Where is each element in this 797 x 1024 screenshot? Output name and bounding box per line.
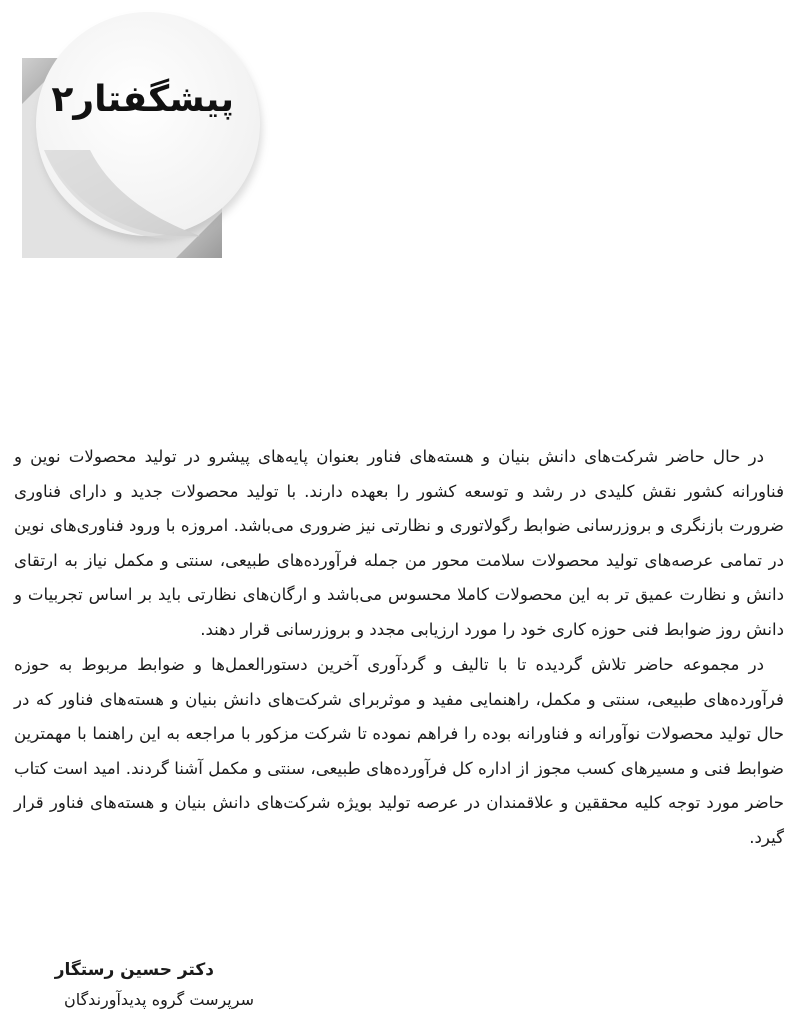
- signature-block: [14, 955, 254, 1015]
- author-name: دکتر حسین رستگار: [54, 960, 214, 980]
- page-title: پیشگفتار۲: [51, 79, 234, 120]
- chapter-badge: [0, 0, 300, 280]
- paragraph-2: در مجموعه حاضر تلاش گردیده تا با تالیف و گردآوری آخرین دستورالعمل‌ها و ضوابط مربوط به حوزه فرآورده‌های طبیعی، سنتی و مکمل، راهنمایی مفید و موثربرای شرکت‌های دانش بنیان و هسته‌های فناور که در حال تولید محصولات نوآورانه و فناورانه بوده را فراهم نموده تا شرکت مزکور با مراجعه به این راهنما با مهمترین ضوابط فنی و مسیرهای کسب مجوز از اداره کل فرآورده‌های طبیعی، سنتی و مکمل آشنا گردند. امید است کتاب حاضر مورد توجه کلیه محققین و علاقمندان در عرصه تولید بویژه شرکت‌های دانش بنیان و هسته‌های فناور قرار گیرد.: [14, 655, 784, 847]
- paragraph-1: در حال حاضر شرکت‌های دانش بنیان و هسته‌های فناور بعنوان پایه‌های پیشرو در تولید محصولات نوین و فناورانه کشور نقش کلیدی در رشد و توسعه کشور را بعهده دارند. با تولید محصولات جدید و دارای فناوری ضرورت بازنگری و بروزرسانی ضوابط رگولاتوری و نظارتی نیز ضروری می‌باشد. امروزه با ورود فناوری‌های نوین در تمامی عرصه‌های تولید محصولات سلامت محور من جمله فرآورده‌های طبیعی، سنتی و مکمل نیاز به ارتقای دانش و نظارت عمیق تر به این محصولات کاملا محسوس می‌باشد و ارگان‌های نظارتی باید بر اساس تجربیات و دانش روز ضوابط فنی حوزه کاری خود را مورد ارزیابی مجدد و بروزرسانی قرار دهند.: [14, 447, 784, 639]
- page-curl-graphic: [0, 0, 300, 280]
- body-text: [14, 440, 784, 855]
- author-role: سرپرست گروه پدیدآورندگان: [63, 990, 254, 1009]
